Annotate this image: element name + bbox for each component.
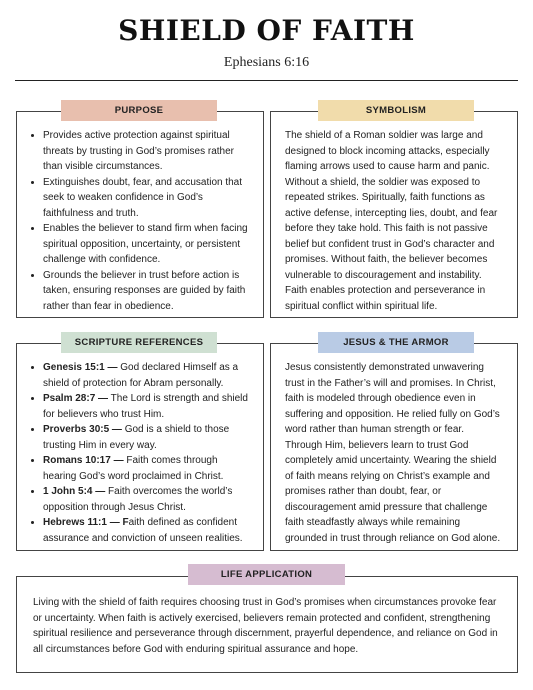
list-item — [43, 453, 249, 484]
life-panel — [16, 576, 518, 673]
scripture-panel — [16, 343, 264, 551]
page-title: SHIELD OF FAITH — [118, 14, 415, 47]
list-item: • Enables the believer to stand firm when facing spiritual opposition, uncertainty, or persistent challenge with confidence. — [43, 221, 249, 268]
jesus-heading: JESUS & THE ARMOR — [318, 332, 474, 353]
scripture-ref: Romans 10:17 — — [43, 455, 124, 466]
scripture-citation: Ephesians 6:16 — [223, 55, 310, 70]
purpose-heading: PURPOSE — [61, 100, 217, 121]
list-item: • Grounds the believer in trust before action is taken, ensuring responses are guided by faith rather than fear in obedience. — [43, 268, 249, 315]
purpose-panel — [16, 111, 264, 318]
scripture-text: God is a shield to those trusting Him in every way. — [43, 424, 230, 451]
scripture-text: Faith overcomes the world’s opposition through Jesus Christ. — [43, 486, 233, 513]
list-item — [43, 422, 249, 453]
scripture-ref: Genesis 15:1 — — [43, 362, 118, 373]
purpose-list — [31, 128, 249, 314]
scripture-text: Faith comes through hearing God’s word proclaimed in Christ. — [43, 455, 224, 482]
list-item — [43, 360, 249, 391]
list-item — [43, 484, 249, 515]
symbolism-panel — [270, 111, 518, 318]
jesus-text: Jesus consistently demonstrated unwavering trust in the Father’s will and promises. In Christ, faith is modeled through obedience even in suffering and opposition. He relied fully on God’s word rather than human strength or fear. Through Him, believers learn to trust God completely amid uncertainty. Wearing the shield of faith means relying on Christ’s example and promises rather than doubt, fear, or discouragement amid pressure that challenge faith steadfastly always while remaining grounded in trust through reliance on God alone. — [285, 362, 501, 544]
list-item — [43, 391, 249, 422]
header-divider — [15, 80, 518, 81]
list-item: • Provides active protection against spiritual threats by trusting in God’s promises rather than visible circumstances. — [43, 128, 249, 175]
jesus-panel — [270, 343, 518, 551]
list-item: • Extinguishes doubt, fear, and accusation that seek to weaken confidence in God’s faithfulness and truth. — [43, 175, 249, 222]
scripture-text: aith defined as confident assurance and conviction of unseen realities. — [43, 517, 243, 544]
scripture-heading: SCRIPTURE REFERENCES — [61, 332, 217, 353]
scripture-ref: Proverbs 30:5 — — [43, 424, 122, 435]
scripture-ref: Hebrews 11:1 — F — [43, 517, 129, 528]
scripture-ref: 1 John 5:4 — — [43, 486, 106, 497]
scripture-ref: Psalm 28:7 — — [43, 393, 109, 404]
life-text: Living with the shield of faith requires choosing trust in God’s promises when circumstances provoke fear or uncertainty. When faith is actively exercised, believers remain protected and confident, strengthening spiritual resilience and perseverance through discernment, prayerful dependence, and reliance on God in all circumstances before God with enduring spiritual assurance and hope. — [33, 597, 498, 655]
list-item — [43, 515, 249, 546]
scripture-text: God declared Himself as a shield of protection for Abram personally. — [43, 362, 239, 389]
symbolism-text: The shield of a Roman soldier was large and designed to block incoming attacks, especially flaming arrows used to cause harm and panic. Without a shield, the soldier was exposed to repeated strikes. Spiritually, faith functions as active defense, intercepting lies, doubt, and fear before they take hold. This faith is not passive belief but confident trust in God’s character and promises. Without faith, the believer becomes vulnerable to discouragement and instability. Faith enables protection and perseverance in spiritual conflict within spiritual life. — [285, 130, 498, 312]
symbolism-heading: SYMBOLISM — [318, 100, 474, 121]
life-heading: LIFE APPLICATION — [188, 564, 345, 585]
scripture-list — [31, 360, 249, 546]
scripture-text: The Lord is strength and shield for believers who trust Him. — [43, 393, 248, 420]
